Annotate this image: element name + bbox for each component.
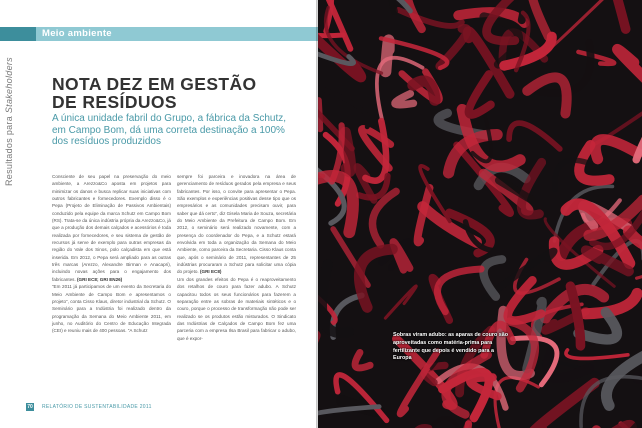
article-column-2 bbox=[177, 173, 296, 342]
article-column-1 bbox=[52, 173, 171, 335]
page-gutter bbox=[316, 0, 320, 428]
column2-paragraph1: sempre foi parceira e inovadora na área de gerenciamento de resíduos gerados pela empresa e seus fabricantes. Por isso, o convite para apresentar o Pepa. São exemplos e experiências positivas desse tipo que os empresários e as comunidades precisam ouvir, para saber que dá certo”, diz Gisela Maria de Souza, secretária do Meio Ambiente da Prefeitura de Campo Bom. Em 2012, o seminário será realizado novamente, com a presença do coordenador do Pepa, e a Schutz estará envolvida em toda a organização da Semana do Meio Ambiente, como parceira da Secretaria. Cisso Klaus conta que, após o seminário de 2011, representantes de 25 indústrias procuraram a Schutz para solicitar uma cópia do projeto. bbox=[177, 174, 296, 275]
photo-caption: Sobras viram adubo: as aparas de couro são aproveitadas como matéria-prima para fertilizante que depois é vendido para a Europa bbox=[393, 332, 509, 362]
leather-strip bbox=[345, 132, 350, 171]
leather-strip bbox=[386, 40, 389, 71]
sidebar-vertical-label bbox=[4, 46, 18, 186]
sidebar-label-italic: Stakeholders bbox=[4, 57, 14, 114]
article-subtitle: A única unidade fabril do Grupo, a fábrica da Schutz, em Campo Bom, dá uma correta destinação a 100% dos resíduos produzidos bbox=[52, 113, 287, 147]
section-label: Meio ambiente bbox=[42, 28, 112, 39]
article-title-line1: NOTA DEZ EM GESTÃO bbox=[52, 74, 257, 94]
left-page bbox=[0, 0, 318, 428]
report-title: RELATÓRIO DE SUSTENTABILIDADE 2011 bbox=[42, 404, 152, 410]
sidebar-label-prefix: Resultados para bbox=[4, 113, 14, 186]
column1-paragraph2: “Em 2011 já participamos de um evento da Secretaria do Meio Ambiente de Campo Bom e apresentamos o projeto”, conta Cisso Klaus, diretor industrial da Schutz. O Seminário para a Indústria foi realizado dentro da programação da Semana do Meio Ambiente 2011, em junho, no Auditório do Centro de Educação Integrada (CEI) e reuniu mais de 400 pessoas. “A Schutz bbox=[52, 284, 171, 334]
gri-tag: (GRI EC8) bbox=[200, 269, 222, 275]
right-page-photo bbox=[318, 0, 642, 428]
article-title-line2: DE RESÍDUOS bbox=[52, 92, 177, 112]
gri-tag: (GRI EC8; GRI EN26) bbox=[77, 276, 123, 282]
column1-paragraph1: Consciente de seu papel na preservação do meio ambiente, a Arezzo&Co aposta em projetos para minimizar os danos e busca replicar suas iniciativas com outros fabricantes e fornecedores. Exemplo disso é o Pepa (Projeto de Eliminação de Passivos Ambientais) conduzido pela equipe da marca Schutz em Campo Bom (RS). Trata-se da única indústria própria da Arezzo&Co, já que a produção dos demais calçados e acessórios é toda realizada por fornecedores, e seu sistema de gestão de recursos já serve de exemplo para outras empresas da região do Vale dos Sinos, polo calçadista em que está inserida. Em 2012, o Pepa será ampliado para as outras três marcas (Arezzo, Alexandre Birman e Anacapri), incluindo novas ações para o engajamento dos fabricantes. bbox=[52, 174, 171, 282]
section-bar-accent bbox=[0, 27, 36, 41]
column2-paragraph2: Um dos grandes efeitos do Pepa é o reaproveitamento dos retalhos de couro para fazer adubo. A Schutz capacitou todos os seus funcionários para fazerem a separação entre as sobras de materiais sintéticos e o couro, porque o processo de transformação não pode ser realizado se os produtos estão misturados. O Sindicato das Indústrias de Calçados de Campo Bom fez uma parceria com a empresa Ilsa Brasil para fabricar o adubo, que é expor- bbox=[177, 276, 296, 341]
page-number: 70 bbox=[27, 404, 33, 410]
leather-scraps-photo bbox=[318, 0, 642, 428]
article-title bbox=[52, 75, 257, 111]
